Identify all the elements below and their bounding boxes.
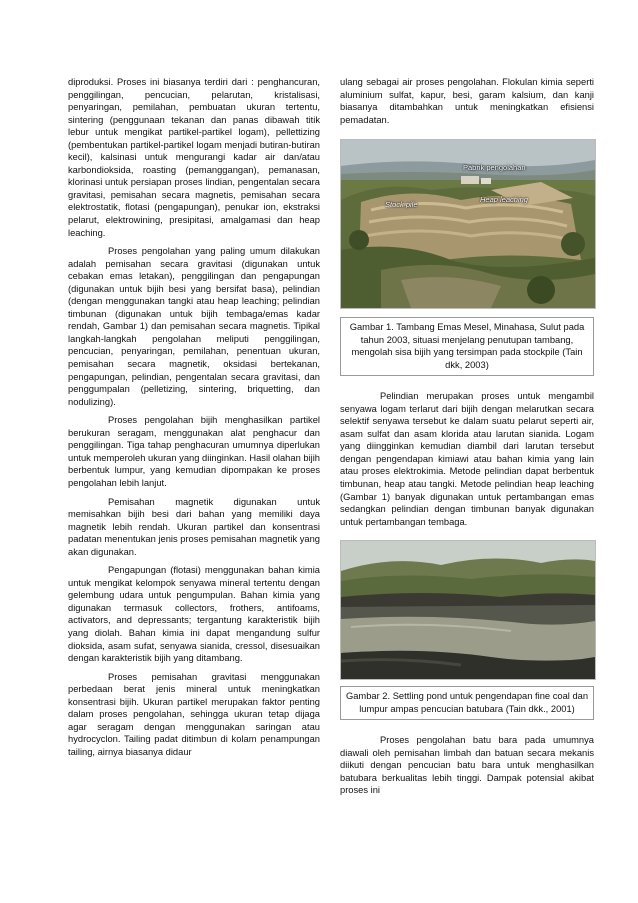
paragraph-common-processes: Proses pengolahan yang paling umum dilakukan adalah pemisahan secara gravitasi (digunakan untuk cebakan emas letakan), penggilingan dan pengapungan (digunakan untuk bijih besi yang bersifat basa), pelindian (dengan menggunakan tangki atau heap leaching; pelindian timbunan (digunakan untuk bijih tembaga/emas kadar rendah, Gambar 1) dan pemisahan secara magnetis. Tipikal langkah-langkah pengolahan meliputi penggilingan, pencucian, penyaringan, pemilahan, penentuan ukuran, pemisahan secara magnetik, oksidasi bertekanan, pengapungan, pelindian, pengentalan secara gravitasi, dan penggumpalan (pelletizing, sintering, briquetting, dan nodulizing). xyxy=(68,246,320,407)
right-column xyxy=(340,76,594,797)
paragraph-magnetic-separation: Pemisahan magnetik digunakan untuk memisahkan bijih besi dari bahan yang memiliki daya magnetik lebih rendah. Ukuran partikel dan konsentrasi padatan menentukan jenis proses pemisahan magnetik yang akan digunakan. xyxy=(68,496,320,557)
label-stockpile: Stock pile xyxy=(385,200,418,210)
figure1-caption: Gambar 1. Tambang Emas Mesel, Minahasa, Sulut pada tahun 2003, situasi menjelang penutupan tambang, mengolah sisa bijih yang tersimpan pada stockpile (Tain dkk, 2003) xyxy=(340,317,594,376)
figure2-caption: Gambar 2. Settling pond untuk pengendapan fine coal dan lumpur ampas pencucian batubara (Tain dkk., 2001) xyxy=(340,686,594,720)
paragraph-flotation: Pengapungan (flotasi) menggunakan bahan kimia untuk mengikat kelompok senyawa mineral tertentu dengan gelembung udara untuk pengumpulan. Bahan kimia yang digunakan termasuk collectors, frothers, antifoams, activators, and depressants; tergantung karakteristik bijih yang diolah. Bahan kimia ini dapat mengandung sulfur dioksida, asam sufat, senyawa sianida, cressol, disesuaikan dengan karakteristik bijih yang ditambang. xyxy=(68,565,320,664)
label-processing-plant: Pabrik pengolahan xyxy=(463,163,526,173)
label-heap-leaching: Heap leaching xyxy=(480,195,528,205)
mine-photo xyxy=(340,139,596,309)
settling-pond-photo xyxy=(340,540,596,680)
paragraph-process-list: diproduksi. Proses ini biasanya terdiri dari : penghancuran, penggilingan, pencucian, pelarutan, kristalisasi, penyaringan, pemilahan, pembuatan ukuran tertentu, sintering (penggunaan tekanan dan panas dibawah titik lebur untuk mengikat partikel-partikel logam), pellettizing (pembentukan partikel-partikel logam menjadi butiran-butiran kecil), kalsinasi untuk mengurangi kadar air dan/atau karbondioksida, roasting (pemanggangan), pemanasan, klorinasi untuk persiapan proses lindian, pengentalan secara gravitasi, pemisahan secara magnetis, pemisahan secara elektrostatik, flotasi (pengapungan), penukar ion, ekstraksi pelarut, elektrowining, presipitasi, amalgamasi dan heap leaching. xyxy=(68,77,320,238)
paragraph-coal-processing: Proses pengolahan batu bara pada umumnya diawali oleh pemisahan limbah dan batuan secara mekanis diikuti dengan pencucian batu bara untuk menghasilkan batubara berkualitas lebih tinggi. Dampak potensial akibat proses ini xyxy=(340,735,594,796)
paragraph-leaching: Pelindian merupakan proses untuk mengambil senyawa logam terlarut dari bijih dengan melarutkan secara selektif senyawa tersebut ke dalam suatu pelarut seperti air, asam sulfat dan asam klorida atau larutan sianida. Logam yang diingginkan kemudian diambil dari larutan tersebut dengan pengendapan kimiawi atau bahan kimia yang lain atau proses elektrokimia. Metode pelindian dapat berbentuk timbunan, heap atau tangki. Metode pelindian heap leaching (Gambar 1) banyak digunakan untuk pertambangan emas sedangkan pelindian dengan timbunan banyak digunakan untuk pertambangan tembaga. xyxy=(340,391,594,527)
paragraph-ore-processing: Proses pengolahan bijih menghasilkan partikel berukuran seragam, menggunakan alat penghacur dan penggilingan. Tiga tahap penghacuran umumnya diperlukan untuk memperoleh ukuran yang diinginkan. Hasil olahan bijih berbentuk lumpur, yang kemudian dipompakan ke proses pengolahan lebih lanjut. xyxy=(68,415,320,488)
paragraph-flocculant: ulang sebagai air proses pengolahan. Flokulan kimia seperti aluminium sulfat, kapur, besi, garam kalsium, dan kanji biasanya ditambahkan untuk meningkatkan efisiensi pemadatan. xyxy=(340,77,594,125)
settling-pond-image xyxy=(341,541,595,679)
paragraph-gravity-separation: Proses pemisahan gravitasi menggunakan perbedaan berat jenis mineral untuk meningkatkan konsentrasi bijih. Ukuran partikel merupakan faktor penting dalam proses pengolahan, sehingga ukuran tetap dijaga agar seragam dengan menggunakan saringan atau hydrocyclon. Tailing padat ditimbun di kolam penampungan tailing, airnya biasanya didaur xyxy=(68,671,320,757)
left-column xyxy=(68,76,320,758)
